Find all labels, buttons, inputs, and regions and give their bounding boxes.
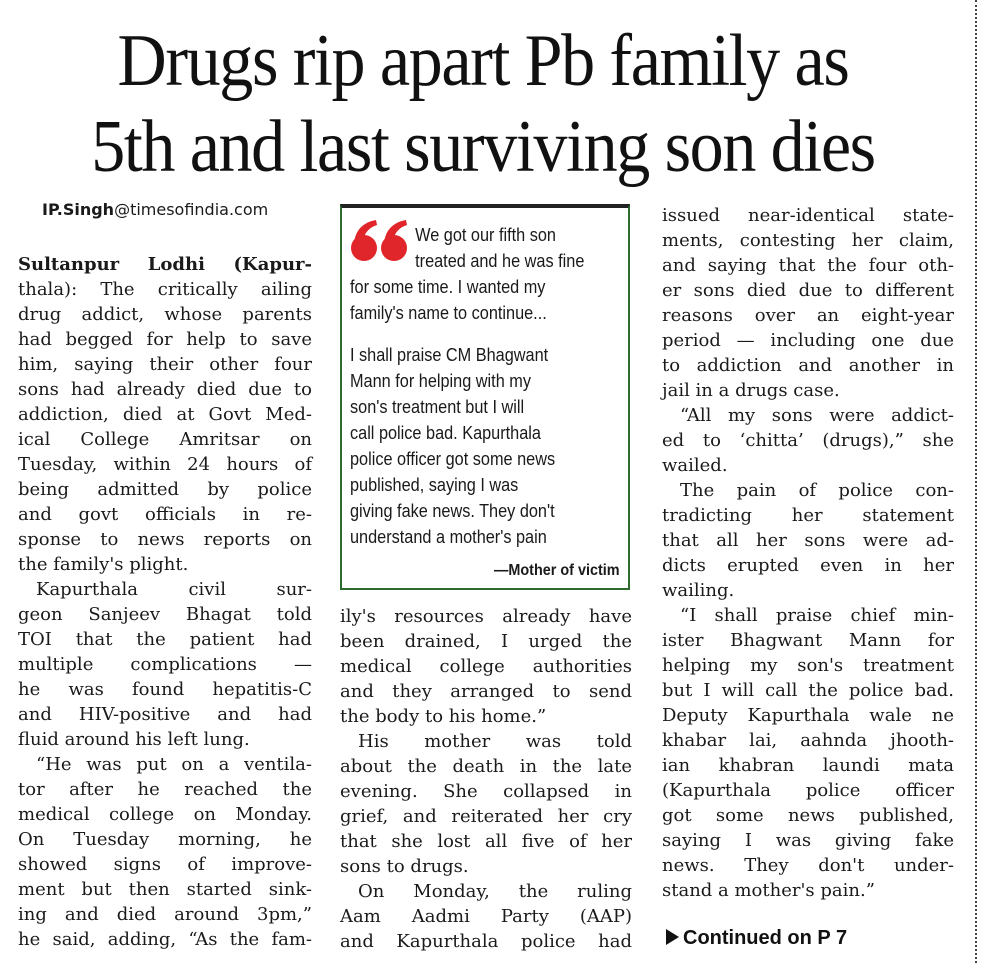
article-line: sons to drugs. — [340, 856, 469, 877]
article-line: to addiction and another in — [662, 355, 954, 376]
article-line: On Tuesday morning, he — [18, 829, 312, 850]
article-line: sons had already died due to — [18, 379, 312, 400]
article-line: period — including one due — [662, 330, 954, 351]
article-line: saying I was giving fake — [662, 830, 954, 851]
article-line: and HIV-positive and had — [18, 704, 312, 725]
article-line: had begged for help to save — [18, 329, 312, 350]
article-line: issued near-identical state- — [662, 205, 954, 226]
article-line: but I will call the police bad. — [662, 680, 954, 701]
article-column-1 — [18, 252, 312, 952]
article-line: thala): The critically ailing — [18, 279, 312, 300]
article-line: and govt officials in re- — [18, 504, 312, 525]
article-line: stand a mother's pain.” — [662, 880, 875, 901]
article-line: about the death in the late — [340, 756, 632, 777]
article-line: the body to his home.” — [340, 706, 547, 727]
article-line: he said, adding, “As the fam- — [18, 929, 312, 950]
continued-link[interactable] — [666, 927, 847, 950]
quote-line: for some time. I wanted my — [350, 276, 546, 297]
quote-line: Mann for helping with my — [350, 370, 531, 391]
article-line: that she lost all five of her — [340, 831, 632, 852]
headline-line-1: Drugs rip apart Pb family as — [117, 20, 849, 102]
article-line: (Kapurthala police officer — [662, 780, 954, 801]
article-line: TOI that the patient had — [18, 629, 312, 650]
quote-attribution: —Mother of victim — [494, 562, 620, 579]
article-line: being admitted by police — [18, 479, 312, 500]
byline-name: IP.Singh — [42, 200, 115, 219]
article-line: wailed. — [662, 455, 728, 476]
quote-line: son's treatment but I will — [350, 396, 525, 417]
article-line: wailing. — [662, 580, 735, 601]
article-line: and saying that the four oth- — [662, 255, 954, 276]
article-line: ily's resources already have — [340, 606, 632, 627]
article-line: ed to ‘chitta’ (drugs),” she — [662, 430, 954, 451]
article-line: that all her sons were ad- — [662, 530, 954, 551]
article-line: ister Bhagwant Mann for — [662, 630, 954, 651]
article-line: Deputy Kapurthala wale ne — [662, 705, 954, 726]
article-line: geon Sanjeev Bhagat told — [18, 604, 312, 625]
article-line — [18, 252, 312, 277]
article-line: medical college authorities — [340, 656, 632, 677]
quote-line: I shall praise CM Bhagwant — [350, 344, 549, 365]
article-line: ical College Amritsar on — [18, 429, 312, 450]
byline — [42, 200, 268, 219]
pull-quote-box — [340, 204, 630, 590]
article-line: reasons over an eight-year — [662, 305, 954, 326]
article-line: ing and died around 3pm,” — [18, 904, 312, 925]
quote-line: understand a mother's pain — [350, 526, 547, 547]
article-line: “All my sons were addict- — [680, 405, 954, 426]
headline — [39, 18, 928, 190]
article-column-2 — [340, 604, 632, 954]
article-line: ian khabran laundi mata — [662, 755, 954, 776]
article-line: Aam Aadmi Party (AAP) — [340, 906, 632, 927]
article-line: the family's plight. — [18, 554, 189, 575]
quote-line: giving fake news. They don't — [350, 500, 555, 521]
article-line: grief, and reiterated her cry — [340, 806, 632, 827]
article-line: khabar lai, aahnda jhooth- — [662, 730, 954, 751]
article-line: and Kapurthala police had — [340, 931, 632, 952]
article-line: news. They don't under- — [662, 855, 954, 876]
column-rule — [975, 0, 977, 963]
headline-line-2: 5th and last surviving son dies — [91, 106, 875, 188]
article-line: “I shall praise chief min- — [680, 605, 954, 626]
article-line: tradicting her statement — [662, 505, 954, 526]
article-line: Kapurthala civil sur- — [36, 579, 312, 600]
article-line: medical college on Monday. — [18, 804, 312, 825]
quote-line: police officer got some news — [350, 448, 556, 469]
article-line: fluid around his left lung. — [18, 729, 250, 750]
article-line: him, saying their other four — [18, 354, 312, 375]
quote-line: family's name to continue... — [350, 302, 547, 323]
article-line: ments, contesting her claim, — [662, 230, 954, 251]
article-line: got some news published, — [662, 805, 954, 826]
article-line: multiple complications — — [18, 654, 312, 675]
article-column-3 — [662, 203, 954, 903]
quote-line: published, saying I was — [350, 474, 519, 495]
quote-line: We got our fifth son — [415, 224, 556, 245]
article-line: tor after he reached the — [18, 779, 312, 800]
article-line: showed signs of improve- — [18, 854, 312, 875]
pull-quote-text — [350, 222, 589, 550]
dateline: Sultanpur Lodhi (Kapur- — [18, 254, 312, 275]
article-line: “He was put on a ventila- — [36, 754, 312, 775]
continued-label: Continued on P 7 — [683, 927, 848, 949]
article-line: helping my son's treatment — [662, 655, 954, 676]
play-arrow-icon — [666, 929, 679, 945]
article-line: addiction, died at Govt Med- — [18, 404, 312, 425]
article-line: dicts erupted even in her — [662, 555, 954, 576]
article-line: he was found hepatitis-C — [18, 679, 312, 700]
article-line: drug addict, whose parents — [18, 304, 312, 325]
byline-email: @timesofindia.com — [114, 200, 269, 219]
article-line: and they arranged to send — [340, 681, 632, 702]
article-line: been drained, I urged the — [340, 631, 632, 652]
quote-line: call police bad. Kapurthala — [350, 422, 541, 443]
article-line: On Monday, the ruling — [358, 881, 632, 902]
article-line: Tuesday, within 24 hours of — [18, 454, 312, 475]
article-line: er sons died due to different — [662, 280, 954, 301]
article-line: His mother was told — [358, 731, 632, 752]
article-line: The pain of police con- — [680, 480, 954, 501]
article-line: ment but then started sink- — [18, 879, 312, 900]
article-line: evening. She collapsed in — [340, 781, 632, 802]
article-line: jail in a drugs case. — [662, 380, 840, 401]
article-line: sponse to news reports on — [18, 529, 312, 550]
quote-line: treated and he was fine — [415, 250, 585, 271]
